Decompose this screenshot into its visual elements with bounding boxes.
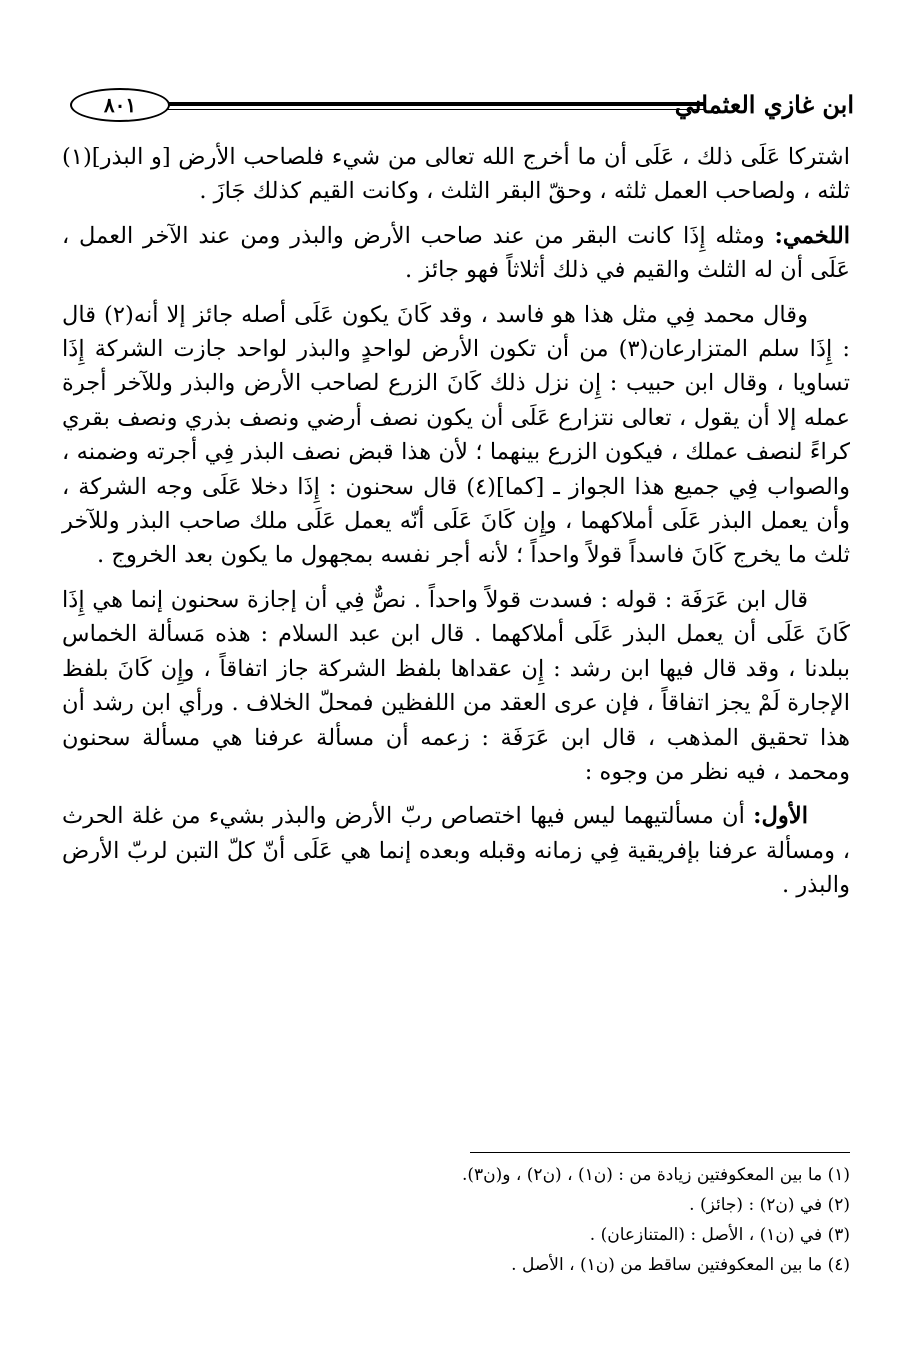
paragraph-3 <box>62 298 850 573</box>
paragraph-lead: اللخمي: <box>774 222 850 249</box>
running-head <box>58 84 854 128</box>
paragraph-text: قال ابن عَرَفَة : قوله : فسدت قولاً واحداً . نصٌّ فِي أن إجازة سحنون إنما هي إِذَا كَانَ عَلَى أن يعمل البذر عَلَى أملاكهما . قال ابن عبد السلام : هذه مَسألة الخماس ببلدنا ، وقد قال فيها ابن رشد : إِن عقداها بلفظ الشركة جاز اتفاقاً ، وإِن كَانَ بلفظ الإجارة لَمْ يجز اتفاقاً ، فإن عرى العقد من اللفظين فمحلّ الخلاف . ورأي ابن رشد أن هذا تحقيق المذهب ، قال ابن عَرَفَة : زعمه أن مسألة عرفنا هي مسألة سحنون ومحمد ، فيه نظر من وجوه : <box>62 586 850 785</box>
paragraph-4 <box>62 583 850 789</box>
paragraph-text: اشتركا عَلَى ذلك ، عَلَى أن ما أخرج الله تعالى من شيء فلصاحب الأرض [و البذر](١) ثلثه ، ولصاحب العمل ثلثه ، وحقّ البقر الثلث ، وكانت القيم كذلك جَازَ . <box>62 144 850 205</box>
paragraph-text: وقال محمد فِي مثل هذا هو فاسد ، وقد كَانَ يكون عَلَى أصله جائز إلا أنه(٢) قال : إِذَا سلم المتزارعان(٣) من أن تكون الأرض لواحدٍ والبذر لواحد جازت الشركة إِذَا تساويا ، وقال ابن حبيب : إِن نزل ذلك كَانَ الزرع لصاحب الأرض والبذر وللآخر أجرة عمله إلا أن يقول ، تعالى نتزارع عَلَى أن يكون نصف أرضي ونصف بذري ونصف بقري كراءً لنصف عملك ، فيكون الزرع بينهما ؛ لأن هذا قبض نصف البذر فِي أجرته وضمنه ، والصواب فِي جميع هذا الجواز ـ [كما](٤) قال سحنون : إِذَا دخلا عَلَى وجه الشركة ، وأن يعمل البذر عَلَى أملاكهما ، وإِن كَانَ عَلَى أنّه يعمل عَلَى ملك صاحب البذر وللآخر ثلث ما يخرج كَانَ فاسداً قولاً واحداً ؛ لأنه أجر نفسه بمجهول ما يكون بعد الخروج . <box>62 301 850 569</box>
footnote-separator <box>470 1152 850 1153</box>
footnote-4: (٤) ما بين المعكوفتين ساقط من (ن١) ، الأصل . <box>511 1255 850 1275</box>
footnote-3: (٣) في (ن١) ، الأصل : (المتنازعان) . <box>589 1225 850 1245</box>
footnote-2: (٢) في (ن٢) : (جائز) . <box>689 1195 850 1215</box>
page-number: ٨٠١ <box>70 88 170 122</box>
paragraph-text: ومثله إِذَا كانت البقر من عند صاحب الأرض والبذر ومن عند الآخر العمل ، عَلَى أن له الثلث والقيم في ذلك أثلاثاً فهو جائز . <box>62 222 850 284</box>
paragraph-text: أن مسألتيهما ليس فيها اختصاص ربّ الأرض والبذر بشيء من غلة الحرث ، ومسألة عرفنا بإفريقية فِي زمانه وقبله وبعده إنما هي عَلَى أنّ كلّ التبن لربّ الأرض والبذر . <box>62 803 850 899</box>
header-rule-thin <box>168 109 704 110</box>
paragraph-1 <box>62 140 850 209</box>
running-title: ابن غازي العثماني <box>674 90 854 119</box>
paragraph-lead: الأول: <box>753 803 808 830</box>
paragraph-5 <box>62 799 850 902</box>
footnote-1: (١) ما بين المعكوفتين زيادة من : (ن١) ، (ن٢) ، و(ن٣). <box>461 1165 850 1185</box>
main-text <box>62 140 850 903</box>
footnotes <box>62 1160 850 1280</box>
paragraph-2 <box>62 219 850 288</box>
header-rule-thick <box>168 102 704 106</box>
